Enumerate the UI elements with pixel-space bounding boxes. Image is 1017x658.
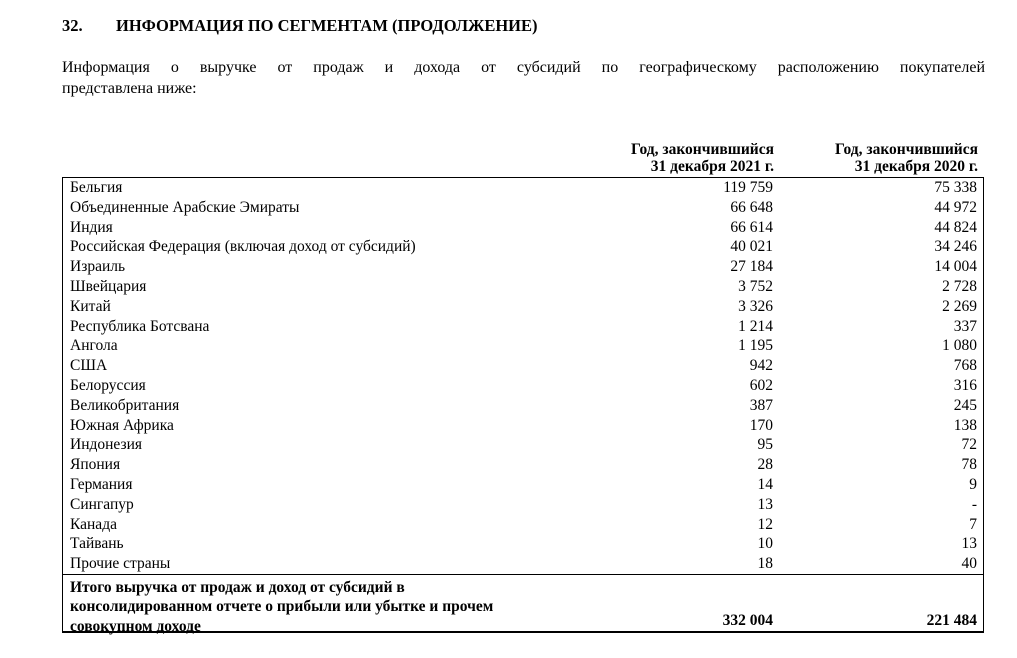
country-name: Южная Африка (70, 416, 174, 434)
country-name: Индия (70, 218, 113, 236)
table-row (63, 416, 983, 436)
column-header-2020-line-2: 31 декабря 2020 г. (854, 158, 978, 175)
table-row (63, 495, 983, 515)
value-2020: 2 269 (942, 297, 977, 315)
section-heading (62, 16, 538, 36)
value-2020: 34 246 (934, 238, 977, 256)
value-2021: 18 (757, 555, 773, 573)
value-2021: 119 759 (723, 179, 773, 196)
intro-line-2: представлена ниже: (62, 79, 197, 97)
country-name: Япония (70, 456, 121, 474)
country-name: Ангола (70, 337, 118, 355)
value-2021: 10 (757, 535, 773, 553)
column-header-2021-line-1: Год, закончившийся (630, 141, 774, 158)
value-2020: 2 728 (942, 277, 977, 295)
table-row (63, 376, 983, 396)
value-2020: 337 (953, 317, 977, 335)
country-name: США (70, 357, 108, 375)
table-row (63, 257, 983, 277)
table-row (63, 515, 983, 535)
value-2021: 942 (749, 357, 773, 375)
total-label-line-3: совокупном доходе (70, 617, 201, 635)
value-2021: 66 648 (730, 198, 773, 216)
value-2021: 28 (757, 456, 773, 474)
value-2021: 387 (749, 396, 773, 414)
total-label-line-2: консолидированном отчете о прибыли или убытке и прочем (70, 598, 494, 616)
table-row (63, 475, 983, 495)
value-2021: 170 (749, 416, 773, 434)
value-2021: 12 (757, 515, 773, 533)
value-2020: 1 080 (942, 337, 977, 355)
intro-line-1: Информация о выручке от продаж и дохода от субсидий по географическому расположению покупателей (62, 59, 985, 76)
column-header-2021-line-2: 31 декабря 2021 г. (650, 158, 774, 175)
table-row (63, 554, 983, 574)
value-2021: 95 (757, 436, 773, 454)
table-row (63, 396, 983, 416)
column-header-2021 (574, 141, 774, 175)
table-row (63, 317, 983, 337)
total-2020: 221 484 (926, 611, 977, 629)
value-2020: 9 (969, 475, 977, 493)
value-2020: 72 (961, 436, 977, 454)
country-name: Германия (70, 475, 133, 493)
country-name: Швейцария (70, 277, 147, 295)
table-row (63, 356, 983, 376)
country-name: Израиль (70, 258, 126, 276)
country-name: Прочие страны (70, 555, 171, 573)
value-2020: 7 (969, 515, 977, 533)
value-2021: 40 021 (730, 238, 773, 256)
table-row (63, 198, 983, 218)
table-row (63, 277, 983, 297)
table-row (63, 237, 983, 257)
total-row (62, 574, 984, 633)
value-2021: 602 (749, 376, 773, 394)
table-row (63, 435, 983, 455)
table-row (63, 336, 983, 356)
country-name: Индонезия (70, 436, 143, 454)
value-2020: 316 (953, 376, 977, 394)
country-name: Канада (70, 515, 117, 533)
value-2020: 44 972 (934, 198, 977, 216)
value-2020: 768 (953, 357, 977, 375)
column-header-2020 (778, 141, 978, 175)
value-2021: 66 614 (730, 218, 773, 236)
table-row (63, 534, 983, 554)
value-2020: - (971, 495, 977, 513)
value-2021: 13 (757, 495, 773, 513)
value-2021: 1 214 (738, 317, 773, 335)
value-2021: 3 752 (738, 277, 773, 295)
value-2020: 75 338 (934, 179, 977, 196)
value-2021: 27 184 (730, 258, 773, 276)
value-2021: 14 (757, 475, 773, 493)
table-row (63, 455, 983, 475)
revenue-by-geography-table (62, 141, 984, 633)
value-2021: 1 195 (738, 337, 773, 355)
section-title: ИНФОРМАЦИЯ ПО СЕГМЕНТАМ (ПРОДОЛЖЕНИЕ) (116, 16, 538, 35)
country-name: Великобритания (70, 396, 180, 414)
table-row (63, 178, 983, 198)
table-header (62, 141, 984, 177)
table-row (63, 297, 983, 317)
total-label-line-1: Итого выручка от продаж и доход от субсидий в (70, 578, 405, 596)
country-name: Бельгия (70, 179, 123, 196)
country-name: Российская Федерация (включая доход от субсидий) (70, 238, 416, 256)
value-2020: 78 (961, 456, 977, 474)
value-2020: 40 (961, 555, 977, 573)
value-2020: 44 824 (934, 218, 977, 236)
country-name: Китай (70, 297, 111, 315)
value-2020: 245 (953, 396, 977, 414)
total-label (70, 578, 550, 637)
country-name: Тайвань (70, 535, 124, 553)
value-2021: 3 326 (738, 297, 773, 315)
country-name: Объединенные Арабские Эмираты (70, 198, 300, 216)
intro-paragraph (62, 58, 985, 99)
total-2021: 332 004 (722, 611, 773, 629)
value-2020: 138 (953, 416, 977, 434)
table-body (62, 177, 984, 574)
country-name: Республика Ботсвана (70, 317, 210, 335)
section-number: 32. (62, 16, 83, 35)
country-name: Белоруссия (70, 376, 146, 394)
table-row (63, 218, 983, 238)
value-2020: 14 004 (934, 258, 977, 276)
country-name: Сингапур (70, 495, 134, 513)
column-header-2020-line-1: Год, закончившийся (834, 141, 978, 158)
value-2020: 13 (961, 535, 977, 553)
